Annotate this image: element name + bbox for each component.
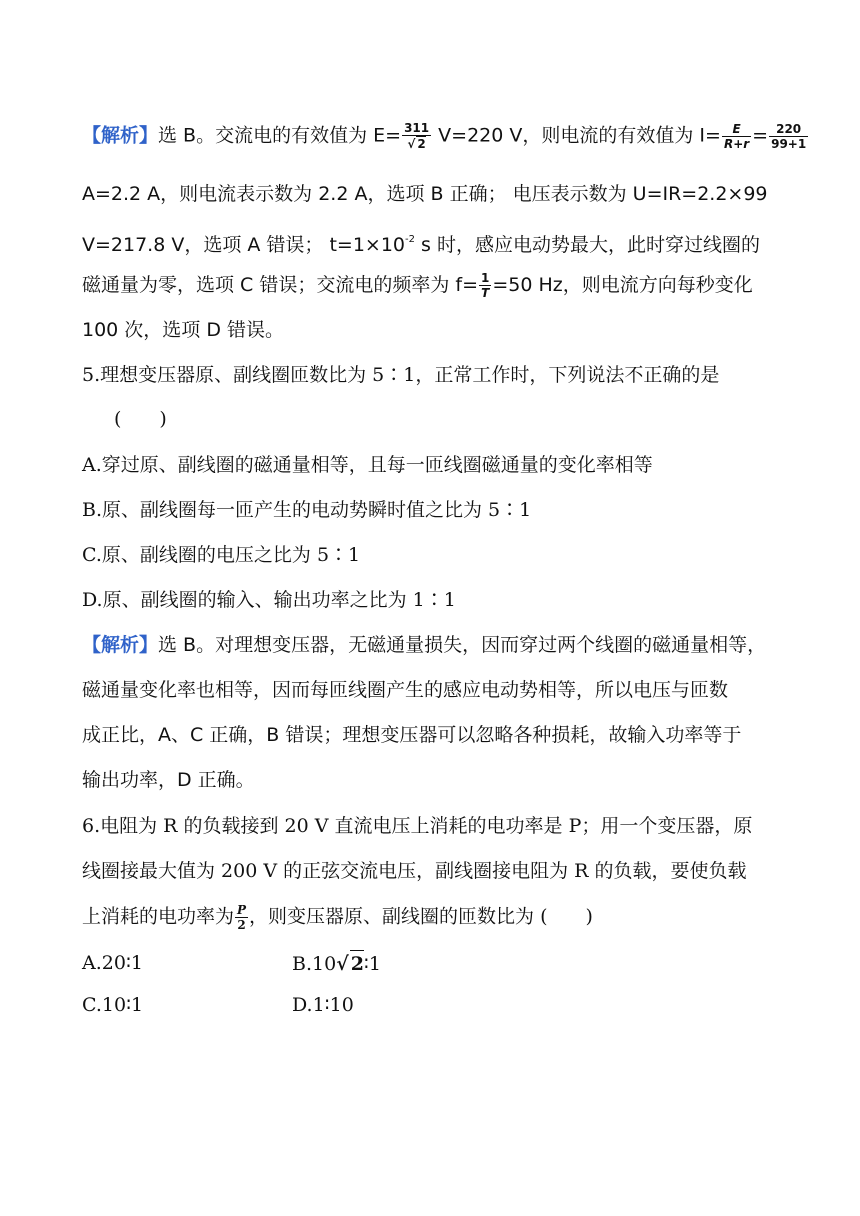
q5-analysis-line-2: 磁通量变化率也相等，因而每匝线圈产生的感应电动势相等，所以电压与匝数: [82, 679, 729, 701]
fraction-p-over-2: $\frac{P}{2}$: [237, 903, 247, 932]
q6-stem-line-2: 线圈接最大值为 200 V 的正弦交流电压，副线圈接电阻为 R 的负载，要使负载: [82, 860, 747, 882]
q5-analysis-line-4: 输出功率，D 正确。: [82, 769, 255, 791]
q4-analysis-line-5: 100 次，选项 D 错误。: [82, 319, 285, 341]
q4-analysis-line-4: 磁通量为零，选项 C 错误；交流电的频率为 f= $\frac{1}{T}$ =50 Hz，则电流方向每秒变化: [82, 271, 753, 300]
fraction-e-over-r: $\frac{E}{R+r}$: [723, 121, 750, 151]
sqrt-2: 2: [350, 950, 364, 977]
q5-option-b: B.原、副线圈每一匝产生的电动势瞬时值之比为 5∶1: [82, 499, 532, 521]
q6-option-b: B.10√ 2∶1: [292, 950, 381, 977]
text: =: [752, 124, 769, 147]
q5-option-d: D.原、副线圈的输入、输出功率之比为 1∶1: [82, 589, 456, 611]
q5-option-c: C.原、副线圈的电压之比为 5∶1: [82, 544, 361, 566]
analysis-tag: 【解析】: [82, 124, 159, 147]
q5-option-a: A.穿过原、副线圈的磁通量相等，且每一匝线圈磁通量的变化率相等: [82, 454, 653, 476]
q5-stem: 5.理想变压器原、副线圈匝数比为 5∶1，正常工作时，下列说法不正确的是: [82, 364, 720, 386]
q6-stem-line-3: 上消耗的电功率为 $\frac{P}{2}$ ，则变压器原、副线圈的匝数比为 ( ): [82, 903, 593, 932]
q5-analysis-line-3: 成正比，A、C 正确，B 错误；理想变压器可以忽略各种损耗，故输入功率等于: [82, 724, 742, 746]
text: V=220 V，则电流的有效值为 I=: [432, 124, 721, 147]
exponent: -2: [405, 234, 416, 245]
q4-analysis-line-3: V=217.8 V，选项 A 错误； $t=1\times 10^{-2}$ s 时，感应电动势最大，此时穿过线圈的: [82, 234, 760, 256]
fraction-220-over-100: $\frac{220}{99+1}$: [771, 121, 807, 151]
q4-analysis-line-1: [82, 121, 809, 151]
text: 选 B。交流电的有效值为 E=: [158, 124, 402, 147]
fraction-1-over-t: $\frac{1}{T}$: [481, 271, 490, 300]
q5-analysis-line-1: 【解析】选 B。对理想变压器，无磁通量损失，因而穿过两个线圈的磁通量相等，: [82, 634, 767, 656]
q4-analysis-line-2: A=2.2 A，则电流表示数为 2.2 A，选项 B 正确； 电压表示数为 U=IR=2.2×99: [82, 183, 768, 205]
q6-option-c: C.10∶1: [82, 994, 144, 1016]
q6-option-d: D.1∶10: [292, 994, 354, 1016]
q5-answer-bracket: ( ): [114, 408, 167, 430]
q6-option-a: A.20∶1: [82, 952, 143, 974]
analysis-tag: 【解析】: [82, 634, 159, 656]
fraction-311-over-sqrt2: $\frac{311}{√ 2}$: [404, 121, 430, 151]
q6-stem-line-1: 6.电阻为 R 的负载接到 20 V 直流电压上消耗的电功率是 P；用一个变压器，原: [82, 815, 753, 837]
